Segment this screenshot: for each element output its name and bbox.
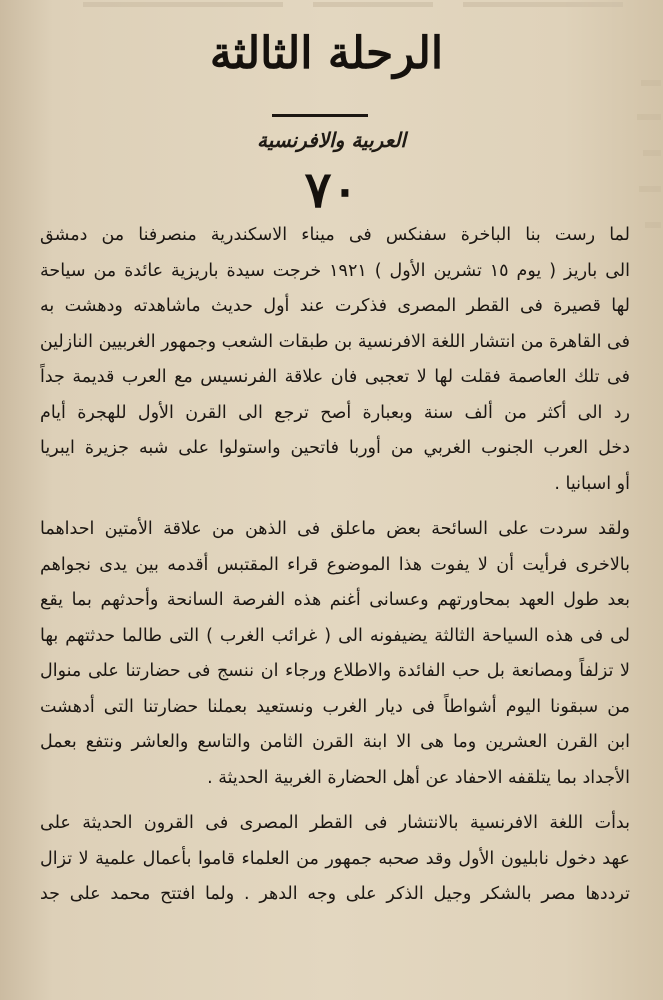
chapter-heading: [0, 18, 663, 117]
text-line: رد الى أكثر من ألف سنة وبعبارة أصح ترجع الى القرن الأول للهجرة أيام: [40, 402, 630, 423]
text-line: لا تزلفاً ومصانعة بل حب الفائدة والاطلاع ورجاء ان ننسج فى حضارتنا على منوال: [40, 661, 630, 681]
text-line: ابن القرن العشرين وما هى الا ابنة القرن الثامن والتاسع والعاشر ونتفع بعمل: [40, 732, 630, 752]
paragraph-gap: [40, 796, 630, 806]
title-divider: [272, 114, 368, 117]
paragraph: [40, 806, 630, 913]
paragraph-gap: [40, 502, 630, 512]
text-line: من سبقونا اليوم أشواطاً فى ديار الغرب ونستعيد بعملنا حضارتنا التى أدهشت: [40, 696, 630, 717]
text-line: أو اسبانيا .: [554, 473, 630, 494]
text-line: لها قصيرة فى القطر المصرى فذكرت عند أول حديث ماشاهدته ودهشت به: [40, 296, 630, 316]
text-line: الى باريز ( يوم ١٥ تشرين الأول ) ١٩٢١ خرجت سيدة باريزية عائدة من سياحة: [40, 260, 630, 281]
text-line: ولقد سردت على السائحة بعض ماعلق فى الذهن من علاقة الأمتين احداهما: [40, 519, 630, 539]
paragraph: [40, 512, 630, 796]
text-line: فى تلك العاصمة فقلت لها لا تعجبى فان علاقة الفرنسيس مع العرب قديمة جداً: [40, 367, 630, 387]
text-line: فى القاهرة من انتشار اللغة الافرنسية بن طبقات الشعب وجمهور الغربيين النازلين: [40, 331, 630, 352]
chapter-title: الرحلة الثالثة: [209, 28, 444, 79]
paragraph: [40, 218, 630, 502]
section-number: ٧٠: [304, 160, 359, 219]
text-line: بعد طول العهد بمحاورتهم وعسانى أغنم هذه الفرصة السانحة وأحدثهم بما يقع: [40, 590, 630, 610]
text-line: عهد دخول نابليون الأول وقد صحبه جمهور من العلماء قاموا بأعمال علمية لا تزال: [40, 848, 630, 869]
body-text: [40, 218, 630, 913]
text-line: لما رست بنا الباخرة سفنكس فى ميناء الاسكندرية منصرفنا من دمشق: [40, 225, 630, 245]
text-line: لى فى هذه السياحة الثالثة يضيفونه الى ( غرائب الغرب ) التى طالما حدثتهم بها: [40, 625, 630, 646]
text-line: ترددها مصر بالشكر وجيل الذكر على وجه الدهر . ولما افتتح محمد على جد: [40, 884, 630, 904]
text-line: الأجداد بما يتلقفه الاحفاد عن أهل الحضارة الغربية الحديثة .: [207, 767, 630, 788]
text-line: بالاخرى فرأيت أن لا يفوت هذا الموضوع قراء المقتبس أقدمه بين يدى نجواهم: [40, 554, 630, 575]
text-line: دخل العرب الجنوب الغربي من أوربا فاتحين واستولوا على شبه جزيرة ايبريا: [40, 438, 630, 458]
section-subtitle: العربية والافرنسية: [256, 128, 406, 152]
previous-page-remnant: [0, 0, 663, 14]
text-line: بدأت اللغة الافرنسية بالانتشار فى القطر المصرى فى القرون الحديثة على: [40, 813, 630, 833]
